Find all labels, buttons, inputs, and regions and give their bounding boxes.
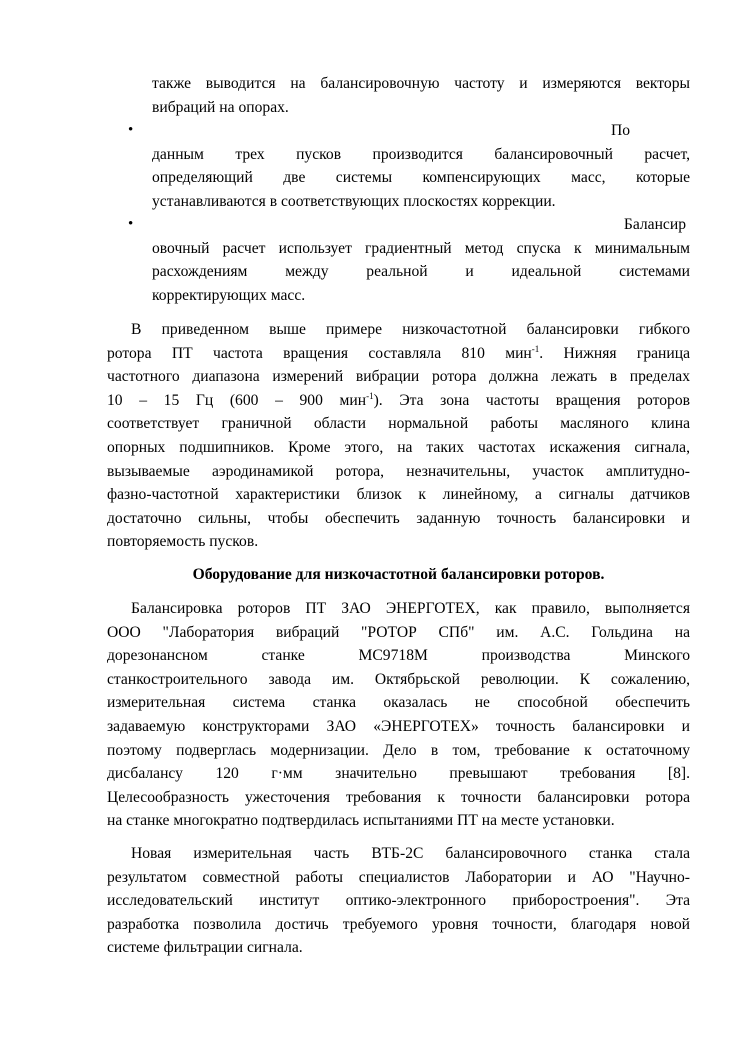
- text-line: повторяемость пусков.: [107, 533, 259, 551]
- text-line: фазно-частотной характеристики близок к линейному, а сигналы датчиков: [107, 486, 690, 504]
- paragraph-2: [107, 597, 690, 833]
- superscript: -1: [366, 390, 374, 401]
- text-line: дорезонансном станке МС9718М производства Минского: [107, 647, 690, 665]
- text-line: вызываемые аэродинамикой ротора, незначительны, участок амплитудно-: [107, 462, 690, 480]
- superscript: -1: [531, 343, 540, 354]
- text-line: Новая измерительная часть ВТБ-2С балансировочного станка стала: [131, 845, 690, 862]
- text-line: В приведенном выше примере низкочастотной балансировки гибкого: [131, 321, 690, 338]
- text-line: станкостроительного завода им. Октябрьской революции. К сожалению,: [107, 670, 690, 688]
- text-line: Целесообразность ужесточения требования к точности балансировки ротора: [107, 788, 690, 806]
- text-line: определяющий две системы компенсирующих масс, которые: [152, 169, 690, 187]
- text-line: овочный расчет использует градиентный метод спуска к минимальным: [152, 239, 690, 257]
- text-line: исследовательский институт оптико-электронного приборостроения". Эта: [107, 892, 690, 910]
- text-line: опорных подшипников. Кроме этого, на таких частотах искажения сигнала,: [107, 438, 690, 456]
- text-line: корректирующих масс.: [152, 286, 306, 304]
- text-line: расхождениям между реальной и идеальной системами: [152, 263, 690, 281]
- text-line: системе фильтрации сигнала.: [107, 939, 303, 957]
- bullet-continuation: [152, 72, 690, 119]
- text-line: достаточно сильны, чтобы обеспечить заданную точность балансировки и: [107, 509, 690, 527]
- text-line: 10 – 15 Гц (600 – 900 мин$^{-1}$). Эта зона частоты вращения роторов: [107, 390, 690, 409]
- text-line: результатом совместной работы специалистов Лаборатории и АО "Научно-: [107, 868, 690, 886]
- paragraph-1: [107, 318, 690, 554]
- bullet-item-2: [152, 213, 690, 307]
- text-line: По: [610, 122, 630, 139]
- text-line: дисбалансу 120 г·мм значительно превышают требования [8].: [107, 765, 690, 783]
- bullet-marker: •: [128, 216, 134, 232]
- text-line: измерительная система станка оказалась не способной обеспечить: [107, 694, 690, 712]
- text-line: ООО "Лаборатория вибраций "РОТОР СПб" им. А.С. Гольдина на: [107, 623, 690, 641]
- text-line: Балансировка роторов ПТ ЗАО ЭНЕРГОТЕХ, как правило, выполняется: [131, 600, 690, 617]
- text-line: на станке многократно подтвердилась испытаниями ПТ на месте установки.: [107, 812, 615, 830]
- text-line: устанавливаются в соответствующих плоскостях коррекции.: [152, 192, 556, 210]
- text-line: частотного диапазона измерений вибрации ротора должна лежать в пределах: [107, 368, 690, 386]
- text-line: ротора ПТ частота вращения составляла 810 мин$^{-1}$. Нижняя граница: [107, 343, 690, 362]
- bullet-item-1: [152, 119, 690, 213]
- text-line: также выводится на балансировочную частоту и измеряются векторы: [152, 75, 690, 92]
- text-line: Балансир: [623, 216, 686, 233]
- bullet-marker: •: [128, 122, 134, 138]
- paragraph-3: [107, 842, 690, 960]
- text-line: поэтому подверглась модернизации. Дело в том, требование к остаточному: [107, 741, 690, 759]
- text-line: разработка позволила достичь требуемого уровня точности, благодаря новой: [107, 915, 690, 933]
- text-line: данным трех пусков производится балансировочный расчет,: [152, 145, 690, 163]
- section-heading: Оборудование для низкочастотной балансировки роторов.: [192, 566, 605, 583]
- text-line: вибраций на опорах.: [152, 98, 289, 116]
- text-line: соответствует граничной области нормальной работы масляного клина: [107, 415, 690, 433]
- text-line: задаваемую конструкторами ЗАО «ЭНЕРГОТЕХ» точность балансировки и: [107, 717, 690, 735]
